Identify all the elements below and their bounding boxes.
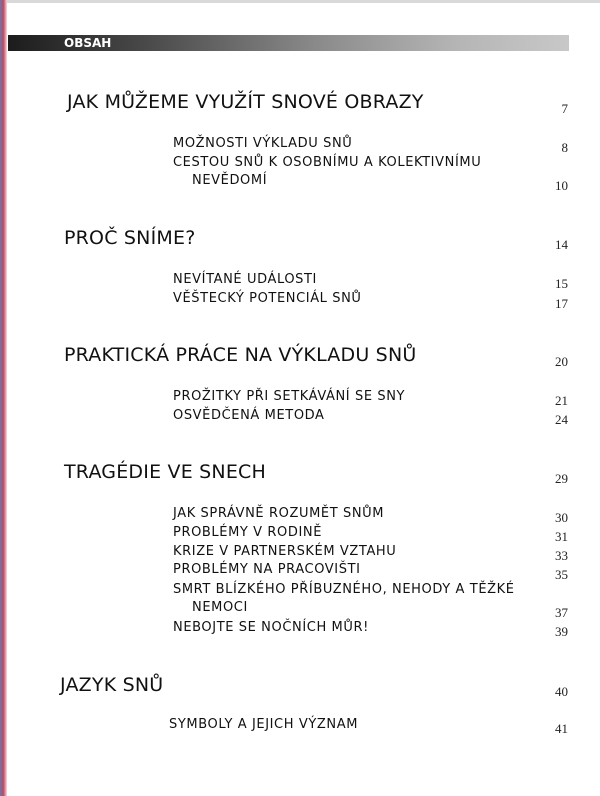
- entry-title: PROBLÉMY V RODINĚ: [173, 525, 323, 540]
- entry-title: VĚŠTECKÝ POTENCIÁL SNŮ: [173, 291, 362, 306]
- entry-page-number: 8: [561, 140, 568, 155]
- entry-page-number: 21: [555, 393, 568, 408]
- chapter-title: JAZYK SNŮ: [60, 674, 164, 696]
- page-edge-left: [0, 0, 7, 796]
- entry-page-number: 15: [555, 276, 568, 291]
- entry-page-number: 35: [555, 567, 568, 582]
- chapter-page-number: 14: [555, 237, 568, 252]
- chapter-page-number: 20: [555, 354, 568, 369]
- header-label: OBSAH: [64, 36, 112, 50]
- entry-page-number: 33: [555, 548, 568, 563]
- page-edge-top: [0, 0, 600, 3]
- chapter-page-number: 29: [555, 471, 568, 486]
- chapter-page-number: 7: [561, 101, 568, 116]
- chapter-title: PRAKTICKÁ PRÁCE NA VÝKLADU SNŮ: [64, 344, 417, 366]
- entry-title: KRIZE V PARTNERSKÉM VZTAHU: [173, 544, 397, 559]
- entry-page-number: 10: [555, 178, 568, 193]
- entry-title: SMRT BLÍZKÉHO PŘÍBUZNÉHO, NEHODY A TĚŽKÉ: [173, 582, 515, 597]
- entry-title: MOŽNOSTI VÝKLADU SNŮ: [173, 136, 353, 151]
- entry-page-number: 24: [555, 412, 568, 427]
- entry-title: CESTOU SNŮ K OSOBNÍMU A KOLEKTIVNÍMU: [173, 155, 482, 170]
- entry-title: JAK SPRÁVNĚ ROZUMĚT SNŮM: [173, 506, 385, 521]
- chapter-title: PROČ SNÍME?: [64, 227, 196, 249]
- entry-page-number: 30: [555, 510, 568, 525]
- entry-title-continuation: NEMOCI: [192, 600, 248, 615]
- entry-title: PROBLÉMY NA PRACOVIŠTI: [173, 562, 361, 577]
- entry-page-number: 17: [555, 296, 568, 311]
- entry-title: OSVĚDČENÁ METODA: [173, 408, 325, 423]
- entry-page-number: 41: [555, 721, 568, 736]
- entry-page-number: 37: [555, 605, 568, 620]
- entry-title: NEVÍTANÉ UDÁLOSTI: [173, 272, 317, 287]
- entry-title: NEBOJTE SE NOČNÍCH MŮR!: [173, 620, 369, 635]
- chapter-title: TRAGÉDIE VE SNECH: [64, 461, 266, 483]
- entry-title: SYMBOLY A JEJICH VÝZNAM: [169, 717, 359, 732]
- entry-title-continuation: NEVĚDOMÍ: [192, 173, 268, 188]
- chapter-title: JAK MŮŽEME VYUŽÍT SNOVÉ OBRAZY: [67, 91, 424, 113]
- entry-page-number: 39: [555, 624, 568, 639]
- entry-title: PROŽITKY PŘI SETKÁVÁNÍ SE SNY: [173, 389, 406, 404]
- entry-page-number: 31: [555, 529, 568, 544]
- chapter-page-number: 40: [555, 684, 568, 699]
